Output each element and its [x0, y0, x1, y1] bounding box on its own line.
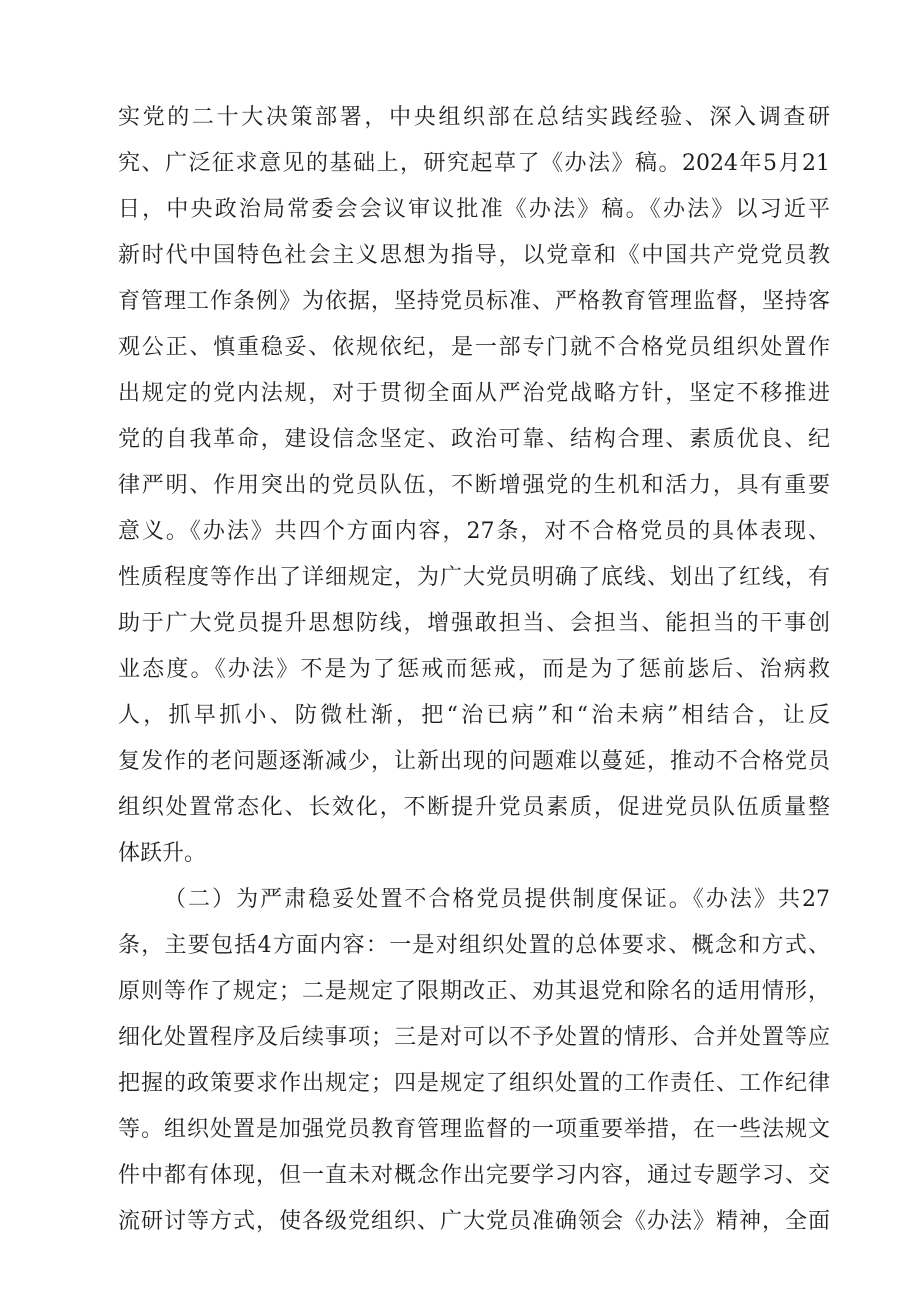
text-line-22: 把握的政策要求作出规定；四是规定了组织处置的工作责任、工作纪律 — [118, 1071, 830, 1096]
text-line-2: 究、广泛征求意见的基础上，研究起草了《办法》稿。2024年5月21 — [118, 151, 830, 176]
text-line-5: 育管理工作条例》为依据，坚持党员标准、严格教育管理监督，坚持客 — [118, 289, 830, 314]
text-line-15: 复发作的老问题逐渐减少，让新出现的问题难以蔓延，推动不合格党员 — [118, 749, 830, 774]
text-line-6: 观公正、慎重稳妥、依规依纪，是一部专门就不合格党员组织处置作 — [118, 335, 830, 360]
text-line-24: 件中都有体现，但一直未对概念作出完要学习内容，通过专题学习、交 — [118, 1163, 830, 1188]
text-line-3: 日，中央政治局常委会会议审议批准《办法》稿。《办法》以习近平 — [118, 197, 830, 222]
text-line-1: 实党的二十大决策部署，中央组织部在总结实践经验、深入调查研 — [118, 105, 830, 130]
text-line-16: 组织处置常态化、长效化，不断提升党员素质，促进党员队伍质量整 — [118, 795, 830, 820]
text-line-9: 律严明、作用突出的党员队伍，不断增强党的生机和活力，具有重要 — [118, 473, 830, 498]
text-line-19: 条，主要包括4方面内容：一是对组织处置的总体要求、概念和方式、 — [118, 933, 830, 958]
text-line-4: 新时代中国特色社会主义思想为指导，以党章和《中国共产党党员教 — [118, 243, 830, 268]
text-line-14: 人，抓早抓小、防微杜渐，把“治已病”和“治未病”相结合，让反 — [118, 703, 830, 728]
text-line-21: 细化处置程序及后续事项；三是对可以不予处置的情形、合并处置等应 — [118, 1025, 830, 1050]
text-line-13: 业态度。《办法》不是为了惩戒而惩戒，而是为了惩前毖后、治病救 — [118, 657, 830, 682]
text-line-25: 流研讨等方式，使各级党组织、广大党员准确领会《办法》精神，全面 — [118, 1209, 830, 1234]
text-line-23: 等。组织处置是加强党员教育管理监督的一项重要举措，在一些法规文 — [118, 1117, 830, 1142]
text-line-8: 党的自我革命，建设信念坚定、政治可靠、结构合理、素质优良、纪 — [118, 427, 830, 452]
text-line-12: 助于广大党员提升思想防线，增强敢担当、会担当、能担当的干事创 — [118, 611, 830, 636]
text-line-7: 出规定的党内法规，对于贯彻全面从严治党战略方针，坚定不移推进 — [118, 381, 830, 406]
text-line-18: （二）为严肃稳妥处置不合格党员提供制度保证。《办法》共27 — [164, 887, 830, 912]
text-line-17: 体跃升。 — [118, 841, 207, 866]
text-line-20: 原则等作了规定；二是规定了限期改正、劝其退党和除名的适用情形， — [118, 979, 830, 1004]
text-line-11: 性质程度等作出了详细规定，为广大党员明确了底线、划出了红线，有 — [118, 565, 830, 590]
text-line-10: 意义。《办法》共四个方面内容，27条，对不合格党员的具体表现、 — [118, 519, 830, 544]
